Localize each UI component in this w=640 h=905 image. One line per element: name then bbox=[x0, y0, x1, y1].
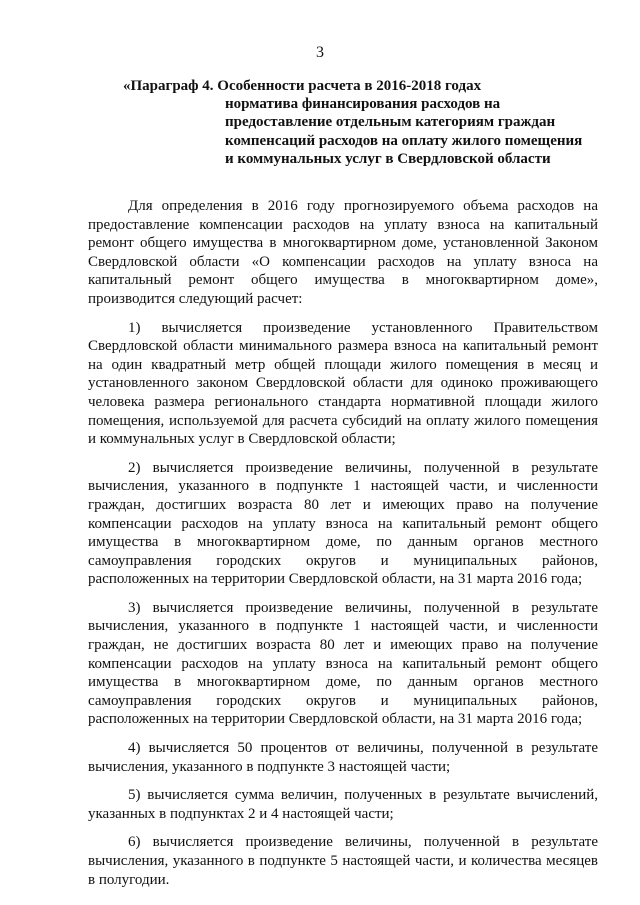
paragraph-item-6: 6) вычисляется произведение величины, полученной в результате вычисления, указанного в подпункте 5 настоящей части, и количества месяцев в полугодии. bbox=[88, 834, 598, 888]
document-body bbox=[88, 197, 598, 889]
heading-line-2: норматива финансирования расходов на bbox=[225, 96, 501, 113]
paragraph-intro: Для определения в 2016 году прогнозируемого объема расходов на предоставление компенсации расходов на уплату взноса на капитальный ремонт общего имущества в многоквартирном доме, установленной Законом Свердловской области «О компенсации расходов на уплату взноса на капитальный ремонт общего имущества в многоквартирном доме», производится следующий расчет: bbox=[88, 198, 598, 307]
paragraph-item-3: 3) вычисляется произведение величины, полученной в результате вычисления, указанного в подпункте 1 настоящей части, и численности граждан, не достигших возраста 80 лет и имеющих право на получение компенсации расходов на уплату взноса на капитальный ремонт общего имущества в многоквартирном доме, по данным органов местного самоуправления городских округов и муниципальных районов, расположенных на территории Свердловской области, на 31 марта 2016 года; bbox=[88, 599, 598, 728]
section-heading bbox=[123, 77, 582, 168]
heading-line-3: предоставление отдельным категориям граждан bbox=[225, 114, 556, 131]
paragraph-item-5: 5) вычисляется сумма величин, полученных в результате вычислений, указанных в подпунктах 2 и 4 настоящей части; bbox=[88, 787, 598, 822]
heading-line-4: компенсаций расходов на оплату жилого помещения bbox=[225, 132, 583, 149]
paragraph-item-1: 1) вычисляется произведение установленного Правительством Свердловской области минимального размера взноса на капитальный ремонт на один квадратный метр общей площади жилого помещения в месяц и установленного законом Свердловской области для одиноко проживающего человека размера регионального стандарта нормативной площади жилого помещения, используемой для расчета субсидий на оплату жилого помещения и коммунальных услуг в Свердловской области; bbox=[88, 319, 598, 448]
page-number: 3 bbox=[316, 44, 324, 61]
paragraph-item-2: 2) вычисляется произведение величины, полученной в результате вычисления, указанного в подпункте 1 настоящей части, и численности граждан, достигших возраста 80 лет и имеющих право на получение компенсации расходов на уплату взноса на капитальный ремонт общего имущества в многоквартирном доме, по данным органов местного самоуправления городских округов и муниципальных районов, расположенных на территории Свердловской области, на 31 марта 2016 года; bbox=[88, 459, 598, 588]
heading-line-5: и коммунальных услуг в Свердловской области bbox=[225, 150, 551, 167]
paragraph-item-4: 4) вычисляется 50 процентов от величины, полученной в результате вычисления, указанного в подпункте 3 настоящей части; bbox=[88, 740, 598, 775]
heading-line-1: «Параграф 4. Особенности расчета в 2016-2018 годах bbox=[123, 78, 482, 94]
